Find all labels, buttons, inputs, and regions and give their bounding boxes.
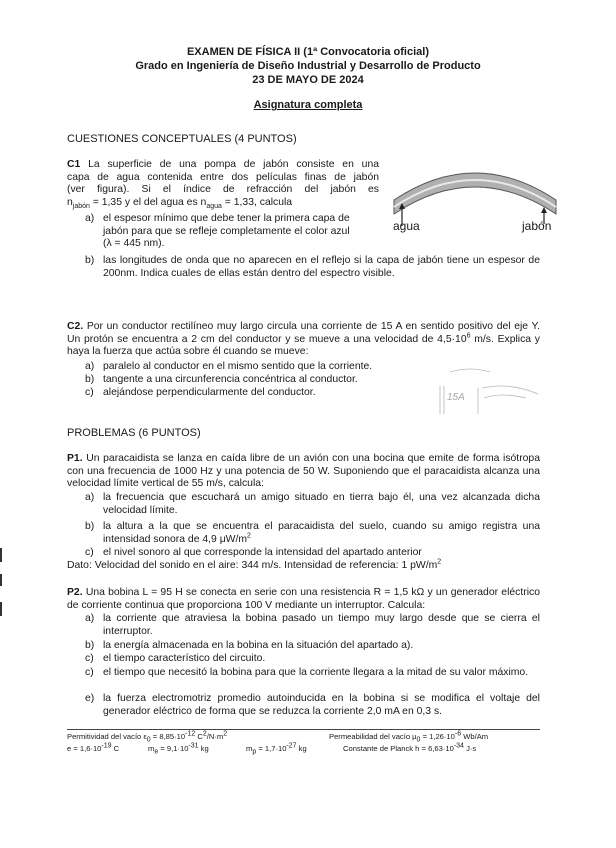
p1-dato: Dato: Velocidad del sonido en el aire: 344 m/s. Intensidad de referencia: 1 $pW/m^2$ [67, 558, 442, 571]
figure-label-jabon: jabón [522, 219, 552, 233]
subject-scope: Asignatura completa [253, 99, 363, 111]
handwritten-current: 15A [447, 392, 465, 403]
constant-proton-mass: $m_p = 1,7\cdot 10^{-27}$ kg [246, 742, 307, 756]
question-c1: C1 La superficie de una pompa de jabón consiste en una capa de agua contenida entre dos películas finas de jabón (ver figura). Si el índice de refracción del jabón es $n_{jabón} = 1,35$ y el del agua es $n_{agua} = 1,33$, calcula [67, 159, 380, 210]
c2-label: C2. [67, 321, 84, 332]
c1-label: C1 [67, 159, 81, 170]
problem-p2: P2. Una bobina L = 95 H se conecta en serie con una resistencia R = 1,5 kΩ y un generador eléctrico de corriente continua que proporciona 100 V mediante un interruptor. Calcula: [67, 587, 540, 611]
constant-permittivity: Permitividad del vacío $\varepsilon_0 = 8,85\cdot 10^{-12}$ $C^2/N\cdot m^2$ [67, 730, 228, 744]
constant-electron-mass: $m_e = 9,1\cdot 10^{-31}$ kg [148, 742, 209, 756]
footer-divider [67, 729, 540, 730]
figure-label-agua: agua [393, 219, 420, 233]
constant-permeability: Permeabilidad del vacío $\mu_0 = 1,26\cdot 10^{-6}$ Wb/Am [329, 730, 489, 744]
exam-title: EXAMEN DE FÍSICA II (1ª Convocatoria oficial) [186, 46, 430, 58]
question-c2: C2. Por un conductor rectilíneo muy largo circula una corriente de 15 A en sentido positivo del eje Y. Un protón se encuentra a 2 cm del conductor y se mueve a una velocidad de $4,5\cdot 10^6$ m/s. Explica y haya la fuerza que actúa sobre él cuando se mueve: [67, 321, 540, 358]
handwritten-sketch [430, 358, 550, 420]
exam-date: 23 DE MAYO DE 2024 [252, 74, 364, 86]
p1-label: P1. [67, 453, 83, 464]
constant-planck: Constante de Planck $h = 6,63\cdot 10^{-34}$ J·s [343, 742, 477, 753]
constant-charge: $e = 1,6\cdot 10^{-19}$ C [67, 742, 120, 753]
degree-title: Grado en Ingeniería de Diseño Industrial y Desarrollo de Producto [135, 60, 481, 72]
section-heading-cuestiones: CUESTIONES CONCEPTUALES (4 PUNTOS) [67, 133, 297, 145]
problem-p1: P1. Un paracaidista se lanza en caída libre de un avión con una bocina que emite de forma isótropa con una frecuencia de 1000 Hz y una potencia de 50 W. Suponiendo que el paracaidista alcanza una velocidad límite vertical de 55 m/s, calcula: [67, 453, 540, 490]
p2-label: P2. [67, 587, 83, 598]
scan-mark [0, 574, 2, 586]
scan-mark [0, 548, 2, 562]
scan-mark [0, 602, 2, 616]
section-heading-problemas: PROBLEMAS (6 PUNTOS) [67, 427, 201, 439]
